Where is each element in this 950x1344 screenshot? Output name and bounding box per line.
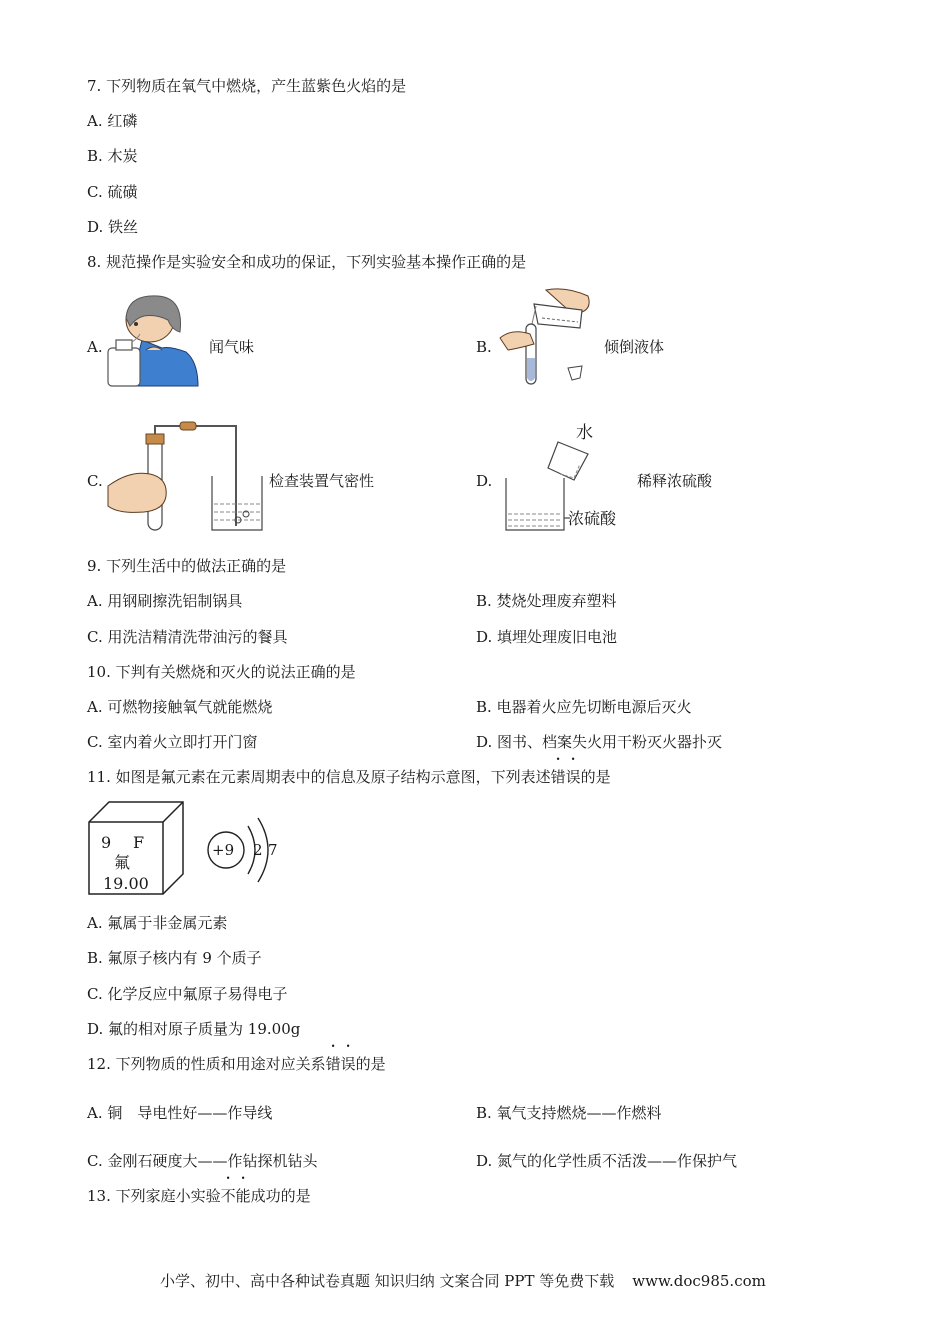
q8-stem: 8. 规范操作是实验安全和成功的保证，下列实验基本操作正确的是 xyxy=(87,253,527,271)
atom-shell-2: 7 xyxy=(268,841,278,859)
emphasis-dot: 错 xyxy=(550,768,566,786)
element-symbol: F xyxy=(133,833,145,852)
atom-shell-1: 2 xyxy=(253,841,263,859)
q8-a-letter: A. xyxy=(87,338,103,356)
element-number: 9 xyxy=(101,833,112,852)
q8-d-caption: 稀释浓硫酸 xyxy=(637,472,713,490)
emphasis-dot: 能 xyxy=(235,1187,251,1205)
q10-option-d: D. 图书、档案失火用干粉灭火器扑灭 xyxy=(476,733,723,751)
element-mass: 19.00 xyxy=(103,874,149,893)
q9-option-d: D. 填埋处理废旧电池 xyxy=(476,628,618,646)
q9-option-a: A. 用钢刷擦洗铝制锅具 xyxy=(87,592,243,610)
q8-c-caption: 检查装置气密性 xyxy=(269,472,375,490)
q8-c-airtight-illustration xyxy=(108,416,268,534)
q9-stem: 9. 下列生活中的做法正确的是 xyxy=(87,557,287,575)
emphasis-dot: 误 xyxy=(340,1055,356,1073)
page-footer xyxy=(160,1270,766,1291)
q10-option-a: A. 可燃物接触氧气就能燃烧 xyxy=(87,698,273,716)
q11-option-a: A. 氟属于非金属元素 xyxy=(87,914,228,932)
q11-option-c: C. 化学反应中氟原子易得电子 xyxy=(87,985,288,1003)
q12-option-b: B. 氧气支持燃烧——作燃料 xyxy=(476,1104,662,1122)
q8-b-letter: B. xyxy=(476,338,492,356)
q10-option-b: B. 电器着火应先切断电源后灭火 xyxy=(476,698,692,716)
q8-a-caption: 闻气味 xyxy=(209,338,255,356)
emphasis-dot: 误 xyxy=(565,768,581,786)
q8-c-letter: C. xyxy=(87,472,103,490)
q8-b-pour-illustration xyxy=(496,288,606,388)
emphasis-dot: 不 xyxy=(220,1187,236,1205)
q9-option-c: C. 用洗洁精清洗带油污的餐具 xyxy=(87,628,288,646)
q11-option-d: D. 氟的相对原子质量为 19.00g xyxy=(87,1020,301,1038)
q7-option-d: D. 铁丝 xyxy=(87,218,139,236)
q12-option-d: D. 氮气的化学性质不活泼——作保护气 xyxy=(476,1152,738,1170)
q8-b-caption: 倾倒液体 xyxy=(604,338,665,356)
q12-stem: 12. 下列物质的性质和用途对应关系错误的是 xyxy=(87,1055,386,1073)
q11-option-b: B. 氟原子核内有 9 个质子 xyxy=(87,949,262,967)
q8-d-label-acid: 浓硫酸 xyxy=(568,509,617,528)
q11-stem: 11. 如图是氟元素在元素周期表中的信息及原子结构示意图，下列表述错误的是 xyxy=(87,768,611,786)
q7-option-a: A. 红磷 xyxy=(87,112,138,130)
q9-option-b: B. 焚烧处理废弃塑料 xyxy=(476,592,617,610)
q7-stem: 7. 下列物质在氧气中燃烧，产生蓝紫色火焰的是 xyxy=(87,77,407,95)
q8-d-letter: D. xyxy=(476,472,493,490)
q10-stem: 10. 下判有关燃烧和灭火的说法正确的是 xyxy=(87,663,356,681)
footer-text: 小学、初中、高中各种试卷真题 知识归纳 文案合同 PPT 等免费下载 xyxy=(160,1272,615,1290)
atom-nucleus: +9 xyxy=(212,841,235,859)
q10-option-c: C. 室内着火立即打开门窗 xyxy=(87,733,258,751)
q12-option-c: C. 金刚石硬度大——作钻探机钻头 xyxy=(87,1152,318,1170)
q13-stem: 13. 下列家庭小实验不能成功的是 xyxy=(87,1187,311,1205)
element-name: 氟 xyxy=(114,853,131,872)
q8-d-label-water: 水 xyxy=(576,423,593,443)
q7-option-c: C. 硫磺 xyxy=(87,183,138,201)
q12-option-a: A. 铜 导电性好——作导线 xyxy=(87,1104,273,1122)
footer-url[interactable]: www.doc985.com xyxy=(632,1272,766,1290)
q7-option-b: B. 木炭 xyxy=(87,147,138,165)
q8-a-smell-illustration xyxy=(106,292,201,388)
emphasis-dot: 错 xyxy=(325,1055,341,1073)
